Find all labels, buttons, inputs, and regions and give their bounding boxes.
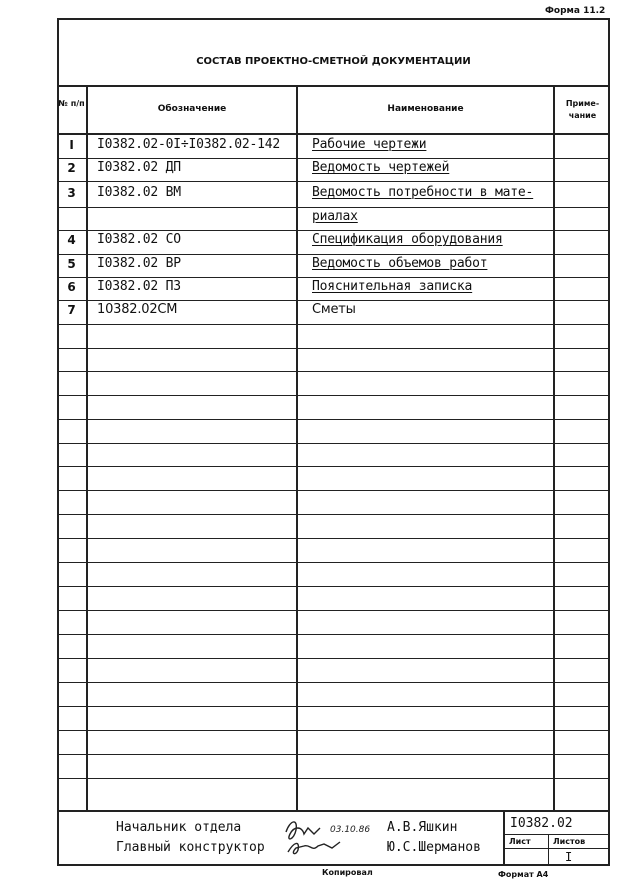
- row-name: Ведомость потребности в мате-: [312, 185, 534, 200]
- row-line: [57, 490, 610, 491]
- stamp-sheets-value: I: [565, 850, 573, 864]
- row-designation: 10382.02СМ: [97, 302, 178, 317]
- row-name: Спецификация оборудования: [312, 232, 503, 247]
- row-line: [57, 277, 610, 278]
- stamp-divider-2: [503, 848, 610, 849]
- role-head-of-department: Начальник отдела: [116, 820, 242, 835]
- row-line: [57, 514, 610, 515]
- col-divider-1: [86, 85, 88, 811]
- row-name: Ведомость объемов работ: [312, 256, 488, 271]
- header-note: [555, 98, 610, 122]
- row-name: Рабочие чертежи: [312, 137, 427, 152]
- row-line: [57, 658, 610, 659]
- document-title: СОСТАВ ПРОЕКТНО-СМЕТНОЙ ДОКУМЕНТАЦИИ: [196, 56, 471, 67]
- row-line: [57, 324, 610, 325]
- col-divider-2: [296, 85, 298, 811]
- header-name: Наименование: [387, 104, 464, 114]
- header-note-line1: Приме-: [565, 99, 600, 108]
- row-designation: I0382.02-0I÷I0382.02-142: [97, 137, 281, 152]
- row-line: [57, 682, 610, 683]
- row-line: [57, 730, 610, 731]
- stamp-sheets-label: Листов: [553, 837, 586, 846]
- row-line: [57, 754, 610, 755]
- row-designation: I0382.02 ДП: [97, 160, 181, 175]
- row-line: [57, 778, 610, 779]
- row-line: [57, 443, 610, 444]
- row-line: [57, 254, 610, 255]
- row-number: 3: [67, 186, 76, 200]
- row-name: риалах: [312, 209, 358, 224]
- stamp-sheet-label: Лист: [509, 837, 531, 846]
- stamp-divider-1: [503, 834, 610, 835]
- header-designation: Обозначение: [157, 104, 227, 114]
- handwritten-signatures: [280, 812, 385, 858]
- header-divider: [57, 133, 610, 135]
- role-chief-designer: Главный конструктор: [116, 840, 265, 855]
- header-num-label: № п/п: [58, 99, 85, 108]
- row-line: [57, 562, 610, 563]
- row-line: [57, 158, 610, 159]
- row-number: 4: [67, 233, 76, 247]
- person-shermanov: Ю.С.Шерманов: [387, 840, 481, 855]
- row-line: [57, 586, 610, 587]
- stamp-code: I0382.02: [510, 816, 573, 831]
- row-number: 2: [67, 161, 76, 175]
- row-line: [57, 207, 610, 208]
- row-line: [57, 181, 610, 182]
- row-line: [57, 348, 610, 349]
- col-divider-3: [553, 85, 555, 811]
- stamp-mid-divider: [548, 834, 549, 866]
- row-designation: I0382.02 ВМ: [97, 185, 181, 200]
- row-name: Сметы: [312, 302, 356, 317]
- row-name: Пояснительная записка: [312, 279, 473, 294]
- row-number: 6: [67, 280, 76, 294]
- signature-date: 03.10.86: [330, 825, 371, 835]
- row-line: [57, 300, 610, 301]
- row-number: 5: [67, 257, 76, 271]
- row-line: [57, 371, 610, 372]
- row-line: [57, 538, 610, 539]
- row-number: 7: [67, 303, 76, 317]
- form-label: Форма 11.2: [545, 6, 606, 16]
- row-line: [57, 230, 610, 231]
- header-num: [57, 98, 86, 109]
- row-name: Ведомость чертежей: [312, 160, 450, 175]
- footer-format: Формат А4: [498, 870, 549, 879]
- row-line: [57, 419, 610, 420]
- stamp-left-border: [503, 810, 505, 866]
- footer-copied: Копировал: [322, 868, 373, 877]
- row-designation: I0382.02 ВР: [97, 256, 181, 271]
- header-note-line2: чание: [568, 111, 597, 120]
- row-line: [57, 466, 610, 467]
- row-line: [57, 610, 610, 611]
- row-line: [57, 395, 610, 396]
- title-divider: [57, 85, 610, 87]
- row-line: [57, 634, 610, 635]
- row-designation: I0382.02 СО: [97, 232, 181, 247]
- row-designation: I0382.02 ПЗ: [97, 279, 181, 294]
- person-yashkin: А.В.Яшкин: [387, 820, 458, 835]
- row-number: I: [69, 138, 74, 152]
- row-line: [57, 706, 610, 707]
